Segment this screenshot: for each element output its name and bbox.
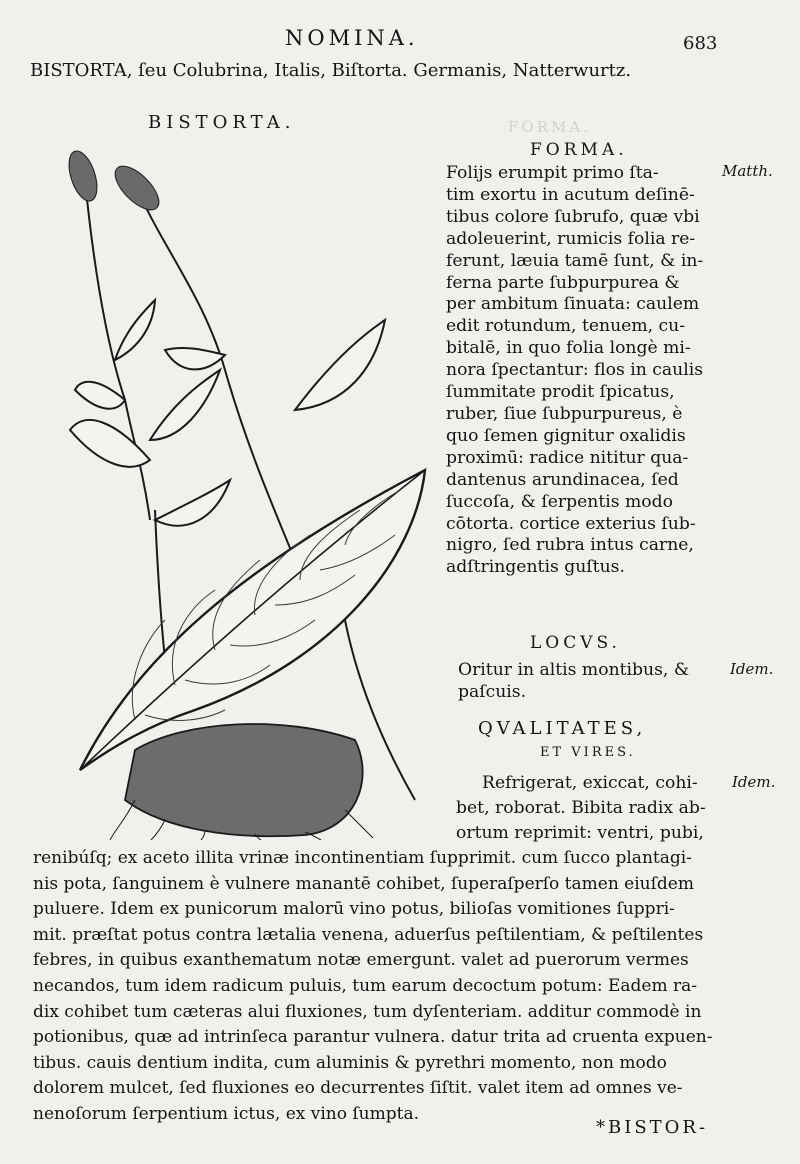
text-line: mit. præſtat potus contra lætalia venena, aduerſus peſtilentiam, & peſtilentes bbox=[33, 924, 704, 945]
forma-heading: FORMA. bbox=[530, 140, 628, 160]
text-line: dix cohibet tum cæteras alui fluxiones, tum dyſenteriam. additur commodè in bbox=[33, 1001, 702, 1022]
plant-heading: BISTORTA. bbox=[148, 112, 296, 133]
text-line: febres, in quibus exanthematum notæ emergunt. valet ad puerorum vermes bbox=[33, 950, 689, 971]
text-line: quo ſemen gignitur oxalidis bbox=[446, 425, 686, 446]
qualitates-subheading: ET VIRES. bbox=[540, 745, 636, 760]
text-line: nenoſorum ſerpentium ictus, ex vino ſumpta. bbox=[33, 1103, 419, 1124]
bleed-through-text: FORMA. bbox=[508, 118, 591, 136]
root-mass bbox=[110, 724, 373, 840]
text-line: ferna parte ſubpurpurea & bbox=[446, 272, 680, 293]
text-line: proximū: radice nititur qua- bbox=[446, 447, 689, 468]
text-line: dolorem mulcet, ſed fluxiones eo decurrentes ſiſtit. valet item ad omnes ve- bbox=[33, 1078, 683, 1099]
text-line: Refrigerat, exiccat, cohi- bbox=[482, 773, 698, 793]
text-line: renibúſq; ex aceto illita vrinæ incontinentiam ſupprimit. cum ſucco plantagi- bbox=[33, 848, 692, 868]
text-line: adoleuerint, rumicis folia re- bbox=[446, 228, 696, 249]
locus-side-reference: Idem. bbox=[730, 660, 774, 678]
text-line: ſuccoſa, & ſerpentis modo bbox=[446, 491, 674, 512]
forma-text-block bbox=[446, 163, 703, 579]
text-line: ferunt, læuia tamē ſunt, & in- bbox=[446, 250, 704, 271]
bistort-woodcut-illustration bbox=[55, 140, 435, 840]
text-line: tibus. cauis dentium indita, cum aluminis & pyrethri momento, non modo bbox=[33, 1052, 667, 1073]
text-line: nigro, ſed rubra intus carne, bbox=[446, 535, 694, 556]
locus-text-block bbox=[458, 660, 689, 704]
text-line: paſcuis. bbox=[458, 681, 527, 702]
running-header: NOMINA. bbox=[285, 26, 419, 50]
qualitates-heading: QVALITATES, bbox=[478, 718, 647, 739]
locus-heading: LOCVS. bbox=[530, 633, 621, 653]
text-line: nora ſpectantur: flos in caulis bbox=[446, 360, 704, 381]
text-line: edit rotundum, tenuem, cu- bbox=[446, 316, 686, 337]
qualitates-text-block bbox=[456, 771, 706, 846]
text-line: ruber, ſiue ſubpurpureus, è bbox=[446, 403, 683, 424]
text-line: nis pota, ſanguinem è vulnere manantē cohibet, ſuperaſperſo tamen eiuſdem bbox=[33, 873, 694, 894]
text-line: puluere. Idem ex punicorum malorū vino potus, bilioſas vomitiones ſuppri- bbox=[33, 899, 675, 920]
text-line: ortum reprimit: ventri, pubi, bbox=[456, 823, 704, 843]
text-line: necandos, tum idem radicum puluis, tum earum decoctum potum: Eadem ra- bbox=[33, 975, 698, 996]
text-line: adſtringentis guſtus. bbox=[446, 557, 625, 578]
text-line: ſummitate prodit ſpicatus, bbox=[446, 382, 675, 403]
text-line: Folijs erumpit primo ſta- bbox=[446, 163, 659, 183]
text-line: bitalē, in quo folia longè mi- bbox=[446, 338, 691, 359]
qualitates-side-reference: Idem. bbox=[732, 773, 776, 791]
text-line: cōtorta. cortice exterius ſub- bbox=[446, 513, 696, 534]
flower-spikes bbox=[64, 148, 166, 217]
text-line: per ambitum ſinuata: caulem bbox=[446, 294, 700, 315]
text-line: tim exortu in acutum deſinē- bbox=[446, 184, 695, 205]
plant-names-line: BISTORTA, ſeu Colubrina, Italis, Biſtorta. Germanis, Natterwurtz. bbox=[30, 60, 632, 81]
catchword: *BISTOR- bbox=[596, 1117, 709, 1138]
small-leaves bbox=[70, 300, 385, 526]
text-line: tibus colore ſubrufo, quæ vbi bbox=[446, 206, 700, 227]
full-width-text-block bbox=[33, 846, 712, 1128]
text-line: dantenus arundinacea, ſed bbox=[446, 469, 679, 490]
text-line: bet, roborat. Bibita radix ab- bbox=[456, 798, 706, 818]
text-line: Oritur in altis montibus, & bbox=[458, 660, 690, 680]
forma-side-reference: Matth. bbox=[722, 162, 773, 180]
page-number: 683 bbox=[683, 33, 718, 54]
text-line: potionibus, quæ ad intrinſeca parantur vulnera. datur trita ad cruenta expuen- bbox=[33, 1027, 713, 1048]
